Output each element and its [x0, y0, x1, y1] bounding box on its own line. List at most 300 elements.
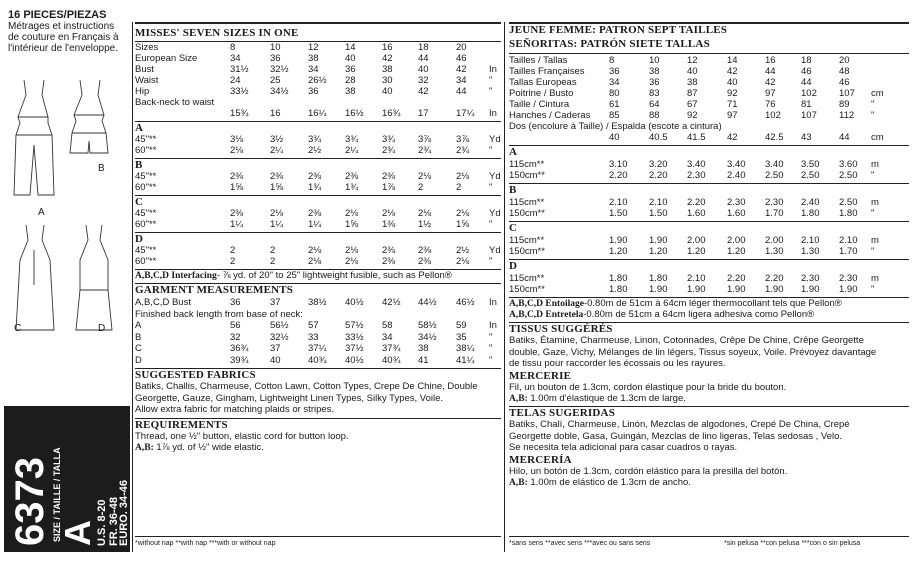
body-measurement-row	[135, 53, 505, 64]
size-value: 97	[727, 110, 738, 121]
pattern-size-badge	[4, 406, 130, 552]
size-value: 37¾	[382, 343, 401, 354]
unit-label: In	[489, 64, 497, 75]
size-value: 2.30	[727, 197, 746, 208]
size-value: 1.50	[649, 208, 668, 219]
size-value: 1.80	[609, 284, 628, 295]
size-value: 32	[230, 331, 241, 343]
size-value: 35	[456, 331, 467, 343]
size-value: 2.00	[765, 235, 784, 246]
size-value: 2⅜	[382, 256, 396, 267]
yardage-row	[135, 134, 505, 145]
telas-text-line: Georgette doble, Gasa, Guingán, Mezclas de lino ligeras, Telas sedosas , Velo.	[509, 430, 843, 442]
size-value: 12	[308, 42, 319, 53]
unit-label: Yd	[489, 134, 501, 145]
size-value: 92	[687, 110, 698, 121]
french-note-line-1: Métrages et instructions	[8, 21, 115, 32]
size-value: 44	[801, 77, 812, 88]
pieces-header	[8, 10, 136, 54]
size-value: 2.50	[839, 170, 858, 181]
unit-label: "	[489, 145, 493, 156]
row-label: A,B,C,D Bust	[135, 297, 191, 308]
column-divider-left	[132, 22, 133, 552]
size-value: 38¼	[456, 343, 475, 354]
view-a-jumpsuit-sketch	[14, 80, 54, 195]
row-label: Tallas Europeas	[509, 77, 577, 88]
size-value: 32½	[270, 64, 289, 75]
size-value: 16¼	[308, 108, 327, 119]
size-value: 1.90	[765, 284, 784, 295]
size-value: 1.90	[727, 284, 746, 295]
size-value: 36	[230, 297, 241, 308]
row-label: 150cm**	[509, 284, 545, 295]
size-value: 2.00	[727, 235, 746, 246]
size-value: 1.20	[727, 246, 746, 257]
unit-label: "	[489, 331, 493, 343]
size-value: 2	[270, 245, 276, 256]
requirements-title: REQUIREMENTS	[135, 418, 228, 431]
fabrics-text-line: Georgette, Gauze, Gingham, Lightweight Linen Types, Silky Types, Voile.	[135, 392, 444, 404]
chart-title: MISSES' SEVEN SIZES IN ONE	[135, 27, 299, 39]
size-value: 2.10	[649, 197, 668, 208]
size-value: 10	[649, 55, 660, 66]
row-label: D	[135, 354, 142, 366]
mercerie-text-line: Fil, un bouton de 1.3cm, cordon élastique pour la bride du bouton.	[509, 381, 787, 393]
row-label: Dos (encolure à Taille) / Espalda (escote a cintura)	[509, 121, 722, 132]
size-value: 16	[382, 42, 393, 53]
meterage-row	[509, 159, 879, 170]
size-value: 92	[727, 88, 738, 99]
nap-footnote: *without nap **with nap ***with or without nap	[135, 540, 276, 547]
size-value: 3⅞	[418, 134, 432, 145]
size-value: 2.50	[801, 170, 820, 181]
size-value: 42½	[382, 297, 401, 308]
size-value: 16	[765, 55, 776, 66]
unit-label: "	[871, 110, 875, 121]
size-value: 38	[345, 86, 356, 97]
size-value: 3¾	[382, 134, 396, 145]
section-rule	[509, 183, 909, 184]
size-value: 34	[308, 64, 319, 75]
size-value: 2.50	[839, 197, 858, 208]
merceria-title: MERCERÍA	[509, 453, 572, 466]
size-value: 2.00	[687, 235, 706, 246]
size-value: 38	[649, 66, 660, 77]
size-value: 80	[609, 88, 620, 99]
size-value: 1¾	[308, 182, 322, 193]
size-value: 2¼	[270, 145, 284, 156]
size-value: 42	[727, 132, 738, 143]
size-value: 46	[839, 77, 850, 88]
size-value: 1⅝	[230, 182, 244, 193]
row-label: Bust	[135, 64, 155, 75]
size-value: 2⅜	[345, 171, 359, 182]
size-value: 2⅛	[308, 256, 322, 267]
size-value: 2⅛	[418, 208, 432, 219]
size-value: 38	[687, 77, 698, 88]
unit-label: "	[871, 246, 875, 257]
view-heading: D	[509, 260, 518, 272]
entretela-line-text: -0.80m de 51cm a 64cm ligera adhesiva como Pellon®	[583, 309, 815, 320]
size-value: 2¾	[418, 145, 432, 156]
size-value: 2.30	[687, 170, 706, 181]
unit-label: m	[871, 159, 879, 170]
size-us: U.S. 8-20	[96, 499, 108, 546]
view-label-b: B	[98, 163, 105, 174]
view-heading: B	[509, 184, 517, 196]
size-value: 34½	[270, 86, 289, 97]
size-value: 3.40	[687, 159, 706, 170]
body-measurement-row	[135, 75, 505, 86]
tissus-title: TISSUS SUGGÉRÉS	[509, 323, 613, 335]
size-value: 83	[649, 88, 660, 99]
size-value: 41¼	[456, 354, 475, 366]
size-value: 1⅞	[382, 182, 396, 193]
yardage-row	[135, 219, 505, 230]
size-value: 40	[727, 77, 738, 88]
meterage-row	[509, 246, 879, 257]
size-value: 46½	[456, 297, 475, 308]
size-value: 56	[230, 320, 241, 331]
row-label: Taille / Cintura	[509, 99, 570, 110]
size-value: 2⅛	[456, 171, 470, 182]
body-measurement-row	[509, 66, 879, 77]
nap-footnote-french: *sans sens **avec sens ***avec ou sans sens	[509, 540, 651, 547]
unit-label: cm	[871, 88, 884, 99]
size-value: 2⅜	[418, 245, 432, 256]
section-rule	[135, 232, 501, 233]
size-value: 36¾	[230, 343, 249, 354]
row-label: 150cm**	[509, 208, 545, 219]
size-value: 2⅜	[230, 171, 244, 182]
unit-label: "	[871, 170, 875, 181]
size-value: 2⅜	[230, 208, 244, 219]
section-rule	[509, 221, 909, 222]
telas-text-line: Batiks, Chalí, Charmeuse, Linón, Mezclas de algodones, Crepé De China, Crepé	[509, 419, 850, 430]
size-value: 2.30	[765, 197, 784, 208]
size-value: 2⅜	[308, 208, 322, 219]
fabrics-text-line: Batiks, Challis, Charmeuse, Cotton Lawn, Cotton Types, Crepe De Chine, Double	[135, 381, 478, 392]
footnote-rule	[135, 536, 501, 537]
garment-measurement-row	[135, 343, 505, 354]
body-measurement-row	[135, 64, 505, 75]
size-value: 1.90	[609, 235, 628, 246]
size-value: 1¾	[345, 182, 359, 193]
size-value: 3.20	[649, 159, 668, 170]
size-value: 14	[727, 55, 738, 66]
row-label: Hip	[135, 86, 150, 97]
size-value: 107	[839, 88, 855, 99]
size-value: 2⅛	[270, 208, 284, 219]
size-value: 1.80	[801, 208, 820, 219]
meterage-row	[509, 170, 879, 181]
view-heading: C	[135, 196, 144, 208]
unit-label: "	[871, 208, 875, 219]
size-value: 64	[649, 99, 660, 110]
title-rule	[509, 53, 909, 54]
size-value: 1.90	[649, 284, 668, 295]
size-value: 2.40	[801, 197, 820, 208]
size-value: 2.20	[687, 197, 706, 208]
size-value: 36	[270, 53, 281, 64]
size-value: 2⅛	[418, 171, 432, 182]
row-label: Finished back length from base of neck:	[135, 308, 303, 320]
size-value: 1.80	[609, 273, 628, 284]
garment-measurement-row	[135, 332, 505, 343]
view-c-dress-sketch	[16, 225, 54, 330]
size-value: 36	[308, 86, 319, 97]
unit-label: m	[871, 197, 879, 208]
tissus-text-line: de tissu pour raccorder les écossais ou les rayures.	[509, 358, 726, 369]
size-value: 38	[308, 53, 319, 64]
size-value: 58	[382, 320, 393, 331]
size-value: 42	[765, 77, 776, 88]
merceria-elastic-line-text: 1.00m de elástico de 1.3cm de ancho.	[527, 477, 691, 488]
size-value: 38½	[308, 297, 327, 308]
size-value: 58½	[418, 320, 437, 331]
size-value: 40	[270, 354, 281, 366]
size-value: 40¾	[308, 354, 327, 366]
merceria-text-line: Hilo, un botón de 1.3cm, cordón elástico para la presilla del botón.	[509, 465, 788, 477]
size-value: 2⅛	[230, 145, 244, 156]
size-value: 3⅛	[230, 134, 244, 145]
size-value: 1¼	[308, 219, 322, 230]
size-value: 30	[382, 75, 393, 86]
size-value: 12	[687, 55, 698, 66]
size-value: 1.20	[687, 246, 706, 257]
tissus-text-line: Batiks, Étamine, Charmeuse, Linon, Cotonnades, Crêpe De Chine, Crêpe Georgette	[509, 335, 864, 346]
size-value: 107	[801, 110, 817, 121]
size-value: 1.90	[649, 235, 668, 246]
size-value: 16½	[345, 108, 364, 119]
size-value: 2.50	[765, 170, 784, 181]
row-label: B	[135, 331, 142, 343]
size-value: 1⅝	[456, 219, 470, 230]
size-value: 59	[456, 320, 467, 331]
size-value: 2.10	[839, 235, 858, 246]
size-value: 2	[230, 245, 236, 256]
size-value: 1.50	[609, 208, 628, 219]
size-value: 87	[687, 88, 698, 99]
unit-label: "	[489, 219, 493, 230]
view-heading: B	[135, 159, 143, 171]
size-value: 61	[609, 99, 620, 110]
size-value: 89	[839, 99, 850, 110]
interfacing-label: A,B,C,D Interfacing	[135, 271, 217, 281]
fabrics-text-line: Allow extra fabric for matching plaids or stripes.	[135, 404, 335, 415]
unit-label: "	[871, 284, 875, 295]
body-measurement-row	[509, 77, 879, 88]
size-value: 36	[609, 66, 620, 77]
mercerie-title: MERCERIE	[509, 369, 572, 382]
yardage-row	[135, 145, 505, 156]
pieces-label: PIECES/PIEZAS	[23, 9, 107, 21]
size-value: 2	[230, 256, 236, 267]
size-value: 2.10	[801, 235, 820, 246]
french-note-line-3: l'intérieur de l'enveloppe.	[8, 43, 118, 54]
size-value: 17	[418, 108, 429, 119]
telas-title: TELAS SUGERIDAS	[509, 407, 616, 419]
size-value: 40½	[345, 354, 364, 366]
row-label: 150cm**	[509, 170, 545, 181]
row-label: 60"**	[135, 256, 157, 267]
merceria-elastic-line	[509, 477, 691, 490]
size-value: 42	[727, 66, 738, 77]
size-value: 1.80	[649, 273, 668, 284]
view-heading: A	[135, 122, 144, 134]
telas-text-line: Se necesita tela adicional para casar cuadros o rayas.	[509, 442, 738, 453]
section-rule	[509, 259, 909, 260]
size-value: 46	[456, 53, 467, 64]
size-value: 1.80	[839, 208, 858, 219]
size-value: 1.90	[839, 284, 858, 295]
size-value: 3¾	[308, 134, 322, 145]
size-value: 2.30	[801, 273, 820, 284]
size-value: 40	[345, 53, 356, 64]
requirements-text-line: Thread, one ½" button, elastic cord for button loop.	[135, 430, 349, 442]
unit-label: "	[489, 86, 493, 97]
size-value: 102	[801, 88, 817, 99]
size-value: 8	[230, 42, 236, 53]
size-value: 34	[230, 53, 241, 64]
size-value: 3⅞	[456, 134, 470, 145]
size-value: 41	[418, 354, 429, 366]
size-value: 17¼	[456, 108, 475, 119]
size-value: 3½	[270, 134, 284, 145]
interfacing-line	[135, 270, 452, 283]
size-value: 40	[382, 86, 393, 97]
size-value: 1¼	[230, 219, 244, 230]
view-b-romper-sketch	[70, 80, 108, 153]
yardage-row	[135, 245, 505, 256]
size-value: 38	[418, 343, 429, 354]
size-value: 1⅜	[382, 219, 396, 230]
size-value: 2	[270, 256, 276, 267]
unit-label: m	[871, 235, 879, 246]
meterage-row	[509, 273, 879, 284]
row-label: European Size	[135, 53, 198, 64]
suggested-fabrics-title: SUGGESTED FABRICS	[135, 369, 256, 381]
size-value: 34	[382, 331, 393, 343]
size-value: 3.10	[609, 159, 628, 170]
size-value: 67	[687, 99, 698, 110]
row-label: 45"**	[135, 171, 157, 182]
size-value: 44½	[418, 297, 437, 308]
size-value: 1.30	[765, 246, 784, 257]
size-value: 2⅛	[382, 208, 396, 219]
unit-label: Yd	[489, 245, 501, 256]
size-value: 97	[765, 88, 776, 99]
view-heading: A	[509, 146, 518, 158]
row-label: Waist	[135, 75, 159, 86]
size-value: 2⅛	[345, 245, 359, 256]
size-value: 3.40	[765, 159, 784, 170]
size-value: 112	[839, 110, 855, 121]
body-measurement-row	[509, 55, 879, 66]
section-rule	[135, 195, 501, 196]
body-measurement-row	[509, 88, 884, 99]
meterage-row	[509, 235, 879, 246]
size-value: 43	[801, 132, 812, 143]
size-value: 42	[418, 86, 429, 97]
size-value: 1.60	[727, 208, 746, 219]
size-value: 37¼	[308, 343, 327, 354]
size-value: 20	[456, 42, 467, 53]
size-value: 18	[418, 42, 429, 53]
size-value: 36	[649, 77, 660, 88]
size-value: 14	[345, 42, 356, 53]
view-label-a: A	[38, 207, 45, 218]
size-value: 44	[765, 66, 776, 77]
requirements-elastic-line	[135, 442, 264, 455]
size-value: 48	[839, 66, 850, 77]
row-label: 60"**	[135, 145, 157, 156]
size-value: 1⅝	[345, 219, 359, 230]
body-measurement-row	[135, 108, 505, 119]
size-value: 2	[418, 182, 424, 193]
body-measurement-row	[135, 42, 505, 53]
size-value: 1.20	[609, 246, 628, 257]
size-value: 2	[456, 182, 462, 193]
size-value: 40	[609, 132, 620, 143]
size-value: 34½	[418, 331, 437, 343]
row-label: Sizes	[135, 42, 159, 53]
size-value: 20	[839, 55, 850, 66]
size-value: 36	[345, 64, 356, 75]
chart-title-french: JEUNE FEMME: PATRON SEPT TAILLES	[509, 24, 728, 36]
unit-label: In	[489, 108, 497, 119]
size-value: 33½	[230, 86, 249, 97]
size-value: 10	[270, 42, 281, 53]
size-value: 38	[382, 64, 393, 75]
merceria-elastic-line-label: A,B:	[509, 478, 528, 488]
row-label: 115cm**	[509, 197, 545, 208]
size-value: 1¼	[270, 219, 284, 230]
size-value: 34	[609, 77, 620, 88]
size-value: 1.60	[687, 208, 706, 219]
size-value: 1.70	[839, 246, 858, 257]
size-value: 56½	[270, 320, 289, 331]
row-label: 115cm**	[509, 273, 545, 284]
section-rule	[135, 158, 501, 159]
size-value: 85	[609, 110, 620, 121]
size-value: 15¾	[230, 108, 249, 119]
size-value: 2⅛	[308, 245, 322, 256]
garment-measurements-title: GARMENT MEASUREMENTS	[135, 284, 294, 296]
size-value: 2.20	[727, 273, 746, 284]
size-value: 40½	[345, 297, 364, 308]
interfacing-text: - ⅞ yd. of 20" to 25" lightweight fusible, such as Pellon®	[216, 270, 452, 281]
size-value: 1⅝	[270, 182, 284, 193]
entretela-line	[509, 309, 814, 322]
section-rule	[509, 145, 909, 146]
row-label: Poitrine / Busto	[509, 88, 574, 99]
size-value: 37	[270, 297, 281, 308]
size-value: 2⅜	[382, 171, 396, 182]
size-value: 16	[270, 108, 281, 119]
body-measurement-row	[509, 121, 879, 132]
yardage-row	[135, 182, 505, 193]
size-value: 81	[801, 99, 812, 110]
size-value: 1.70	[765, 208, 784, 219]
size-value: 2.10	[687, 273, 706, 284]
size-value: 2⅛	[456, 208, 470, 219]
size-value: 40.5	[649, 132, 668, 143]
unit-label: In	[489, 297, 497, 308]
chart-title-spanish: SEÑORITAS: PATRÓN SIETE TALLAS	[509, 38, 710, 50]
size-value: 1½	[418, 219, 432, 230]
entretela-line-label: A,B,C,D Entretela	[509, 310, 584, 320]
